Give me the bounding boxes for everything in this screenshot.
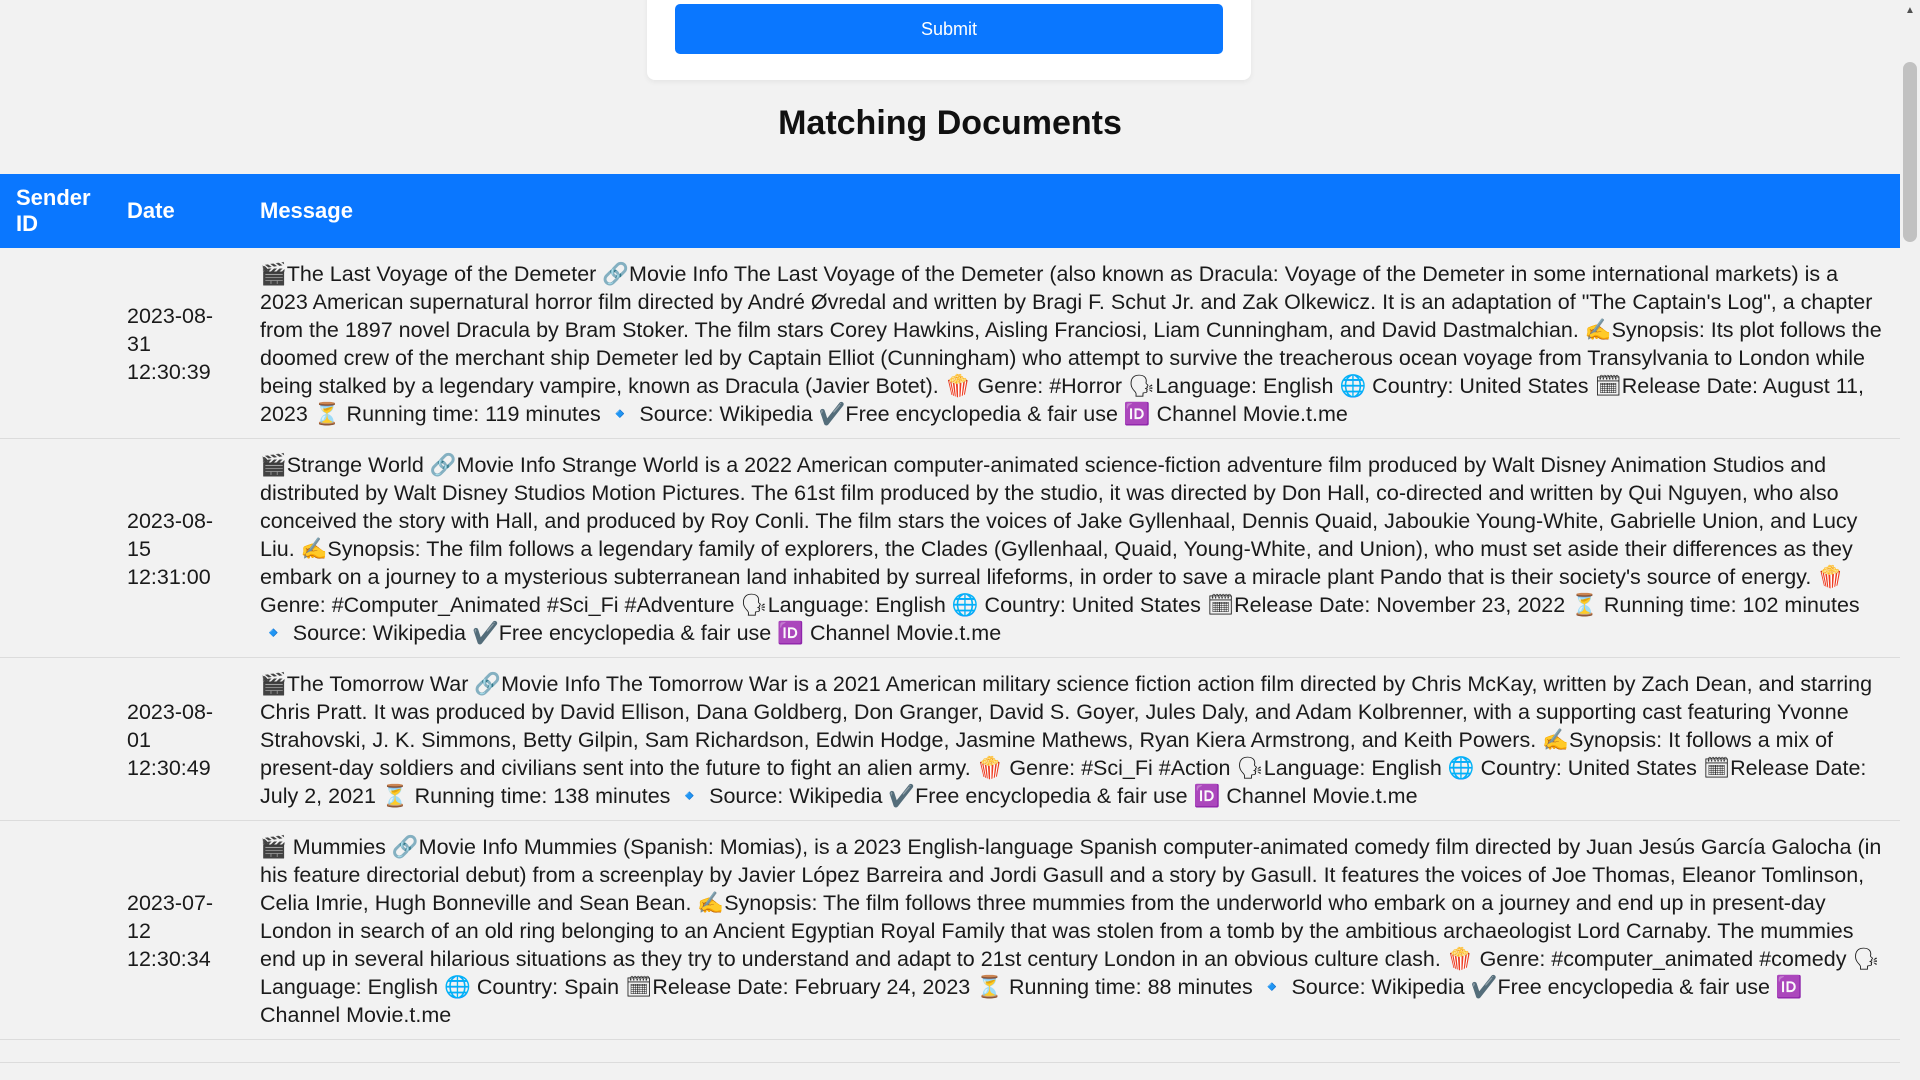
scroll-up-arrow-icon[interactable]: ▲: [1905, 4, 1915, 16]
sender-id-cell: [0, 248, 111, 439]
sender-id-cell: [0, 821, 111, 1040]
table-row: [0, 821, 1900, 1040]
vertical-scrollbar[interactable]: [1900, 0, 1920, 1080]
sender-id-cell: [0, 658, 111, 821]
sender-id-cell: [0, 439, 111, 658]
date-cell: 2023-07-12 12:30:34: [111, 821, 244, 1040]
search-form-card: [647, 0, 1251, 80]
message-cell: 🎬 Mummies 🔗Movie Info Mummies (Spanish: Momias), is a 2023 English-language Spanish computer-animated comedy film directed by Juan Jesús García Galocha (in his feature directorial debut) from a screenplay by Javier López Barreira and Jordi Gasull and a story by Gasull. It features the voices of Joe Thomas, Eleanor Tomlinson, Celia Imrie, Hugh Bonneville and Sean Bean. ✍️Synopsis: The film follows three mummies from the underworld who embark on a journey and end up in present-day London in search of an old ring belonging to an Ancient Egyptian Royal Family that was stolen from a tomb by the ambitious archaeologist Lord Carnaby. The mummies end up in several hilarious situations as they try to understand and adapt to 21st century London in an obvious culture clash. 🍿 Genre: #computer_animated #comedy 🗣Language: English 🌐 Country: Spain 🗓Release Date: February 24, 2023 ⏳ Running time: 88 minutes 🔹 Source: Wikipedia ✔️Free encyclopedia & fair use 🆔 Channel Movie.t.me: [244, 821, 1900, 1040]
results-table: [0, 174, 1900, 1063]
date-cell: [111, 1040, 244, 1063]
column-header-sender: Sender ID: [16, 185, 91, 236]
submit-button[interactable]: Submit: [675, 4, 1223, 54]
sender-id-cell: [0, 1040, 111, 1063]
table-row: [0, 439, 1900, 658]
table-row: [0, 658, 1900, 821]
date-cell: 2023-08-15 12:31:00: [111, 439, 244, 658]
column-header-message: Message: [260, 198, 353, 223]
message-cell: 🎬The Last Voyage of the Demeter 🔗Movie Info The Last Voyage of the Demeter (also known as Dracula: Voyage of the Demeter in some international markets) is a 2023 American supernatural horror film directed by André Øvredal and written by Bragi F. Schut Jr. and Zak Olkewicz. It is an adaptation of "The Captain's Log", a chapter from the 1897 novel Dracula by Bram Stoker. The film stars Corey Hawkins, Aisling Franciosi, Liam Cunningham, and David Dastmalchian. ✍️Synopsis: Its plot follows the doomed crew of the merchant ship Demeter led by Captain Elliot (Cunningham) who attempt to survive the treacherous ocean voyage from Transylvania to London while being stalked by a legendary vampire, known as Dracula (Javier Botet). 🍿 Genre: #Horror 🗣Language: English 🌐 Country: United States 🗓Release Date: August 11, 2023 ⏳ Running time: 119 minutes 🔹 Source: Wikipedia ✔️Free encyclopedia & fair use 🆔 Channel Movie.t.me: [244, 248, 1900, 439]
table-row: [0, 248, 1900, 439]
message-cell: [244, 1040, 1900, 1063]
table-header-row: [0, 174, 1900, 248]
column-header-date: Date: [127, 198, 175, 223]
message-cell: 🎬The Tomorrow War 🔗Movie Info The Tomorrow War is a 2021 American military science fiction action film directed by Chris McKay, written by Zach Dean, and starring Chris Pratt. It was produced by David Ellison, Dana Goldberg, Don Granger, David S. Goyer, Jules Daly, and Adam Kolbrenner, with a supporting cast featuring Yvonne Strahovski, J. K. Simmons, Betty Gilpin, Sam Richardson, Edwin Hodge, Jasmine Mathews, Ryan Kiera Armstrong, and Keith Powers. ✍️Synopsis: It follows a mix of present-day soldiers and civilians sent into the future to fight an alien army. 🍿 Genre: #Sci_Fi #Action 🗣Language: English 🌐 Country: United States 🗓Release Date: July 2, 2021 ⏳ Running time: 138 minutes 🔹 Source: Wikipedia ✔️Free encyclopedia & fair use 🆔 Channel Movie.t.me: [244, 658, 1900, 821]
results-title: Matching Documents: [778, 104, 1122, 142]
message-cell: 🎬Strange World 🔗Movie Info Strange World is a 2022 American computer-animated science-fiction adventure film produced by Walt Disney Animation Studios and distributed by Walt Disney Studios Motion Pictures. The 61st film produced by the studio, it was directed by Don Hall, co-directed and written by Qui Nguyen, who also conceived the story with Hall, and produced by Roy Conli. The film stars the voices of Jake Gyllenhaal, Dennis Quaid, Jaboukie Young-White, Gabrielle Union, and Lucy Liu. ✍️Synopsis: The film follows a legendary family of explorers, the Clades (Gyllenhaal, Quaid, Young-White, and Union), who must set aside their differences as they embark on a journey to a mysterious subterranean land inhabited by surreal lifeforms, in order to save a miracle plant Pando that is their society's source of energy. 🍿 Genre: #Computer_Animated #Sci_Fi #Adventure 🗣Language: English 🌐 Country: United States 🗓Release Date: November 23, 2022 ⏳ Running time: 102 minutes 🔹 Source: Wikipedia ✔️Free encyclopedia & fair use 🆔 Channel Movie.t.me: [244, 439, 1900, 658]
scrollbar-thumb[interactable]: [1903, 62, 1917, 242]
date-cell: 2023-08-01 12:30:49: [111, 658, 244, 821]
table-row: [0, 1040, 1900, 1063]
date-cell: 2023-08-31 12:30:39: [111, 248, 244, 439]
